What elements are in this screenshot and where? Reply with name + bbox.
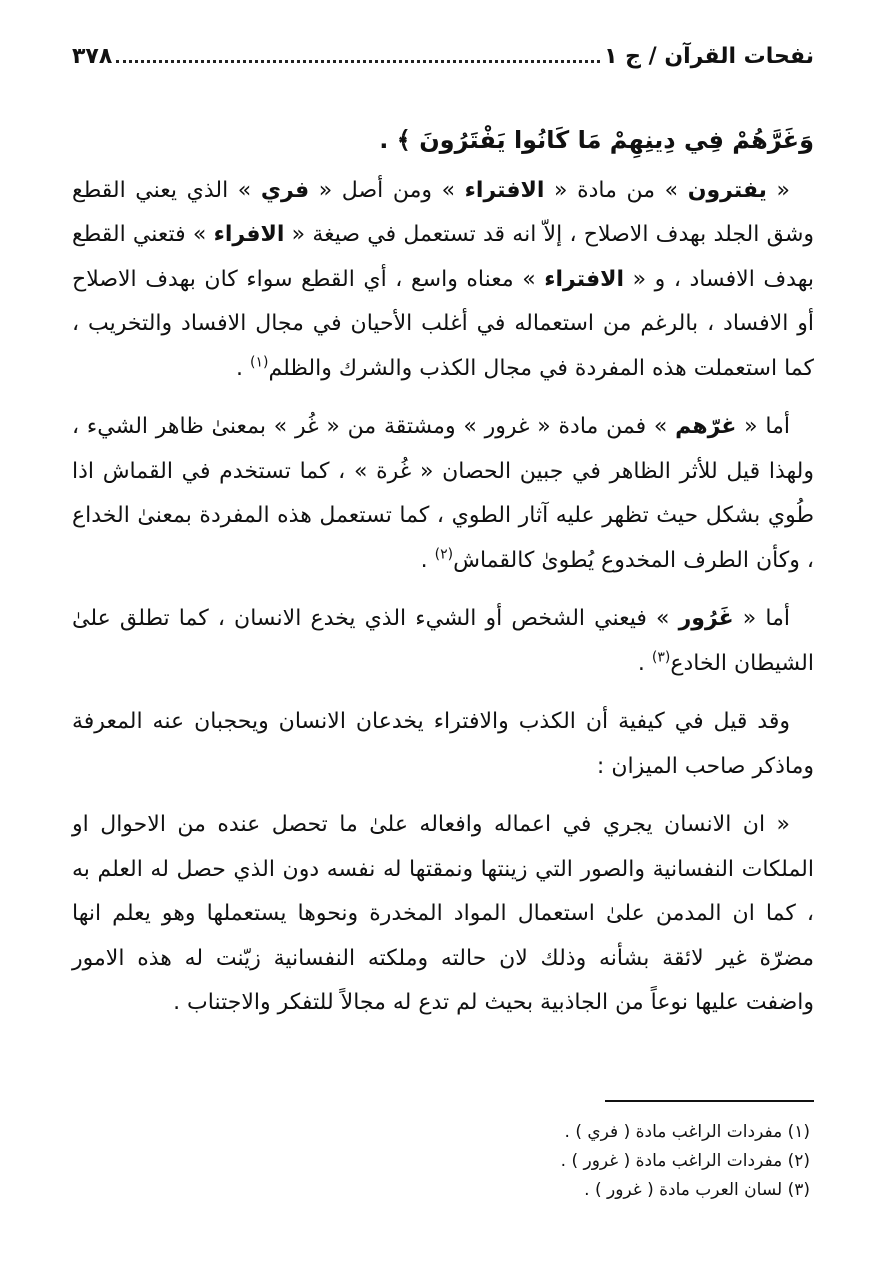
page-number: ٣٧٨ bbox=[72, 43, 113, 69]
footnote-3: (٣) لسان العرب مادة ( غرور ) . bbox=[584, 1180, 810, 1200]
page-body bbox=[72, 118, 814, 1040]
paragraph-5-quote: « ان الانسان يجري في اعماله وافعاله علىٰ ما تحصل عنده من الاحوال او الملكات النفسانية والصور التي زينتها ونمقتها له نفسه دون الذي حصل له العلم به ، كما ان المدمن علىٰ استعمال المواد المخدرة ونحوها يستعملها وهو يعلم انها مضرّة غير لائقة بشأنه وذلك لان حالته وملكته النفسانية زيّنت له هذه الامور واضفت عليها نوعاً من الجاذبية بحيث لم تدع له مجالاً للتفكر والاجتناب . bbox=[72, 812, 814, 1015]
paragraph-2: أما « غرّهم » فمن مادة « غرور » ومشتقة من « غُر » بمعنىٰ ظاهر الشيء ، ولهذا قيل للأثر الظاهر في جبين الحصان « غُرة » ، كما تستخدم في القماش اذا طُوي بشكل حيث تظهر عليه آثار الطوي ، كما تستعمل هذه المفردة بمعنىٰ الخداع ، وكأن الطرف المخدوع يُطوىٰ كالقماش$^{(٢)}$ . bbox=[72, 414, 814, 573]
paragraph-4: وقد قيل في كيفية أن الكذب والافتراء يخدعان الانسان ويحجبان عنه المعرفة وماذكر صاحب الميزان : bbox=[72, 709, 814, 779]
term-yaftarun: يفترون bbox=[687, 177, 767, 203]
footnote-ref-2[interactable]: (٢) bbox=[434, 546, 454, 563]
footnote-ref-3[interactable]: (٣) bbox=[651, 649, 671, 666]
term-gharrahum: غرّهم bbox=[675, 414, 737, 439]
term-iftira: الافتراء bbox=[464, 177, 545, 203]
footnote-divider bbox=[605, 1100, 814, 1102]
paragraph-1: « يفترون » من مادة « الافتراء » ومن أصل « فري » الذي يعني القطع وشق الجلد بهدف الاصلاح ، إلاّ انه قد تستعمل في صيغة « الافراء » فتعني القطع بهدف الافساد ، و « الافتراء » معناه واسع ، أي القطع سواء كان بهدف الاصلاح أو الافساد ، بالرغم من استعماله في أغلب الأحيان في مجال الافساد والتخريب ، كما استعملت هذه المفردة في مجال الكذب والشرك والظلم$^{(١)}$ . bbox=[72, 177, 815, 381]
page-header bbox=[72, 36, 814, 76]
footnote-ref-1[interactable]: (١) bbox=[249, 354, 269, 371]
term-gharur: غَرُور bbox=[678, 606, 734, 631]
quran-verse: وَغَرَّهُمْ فِي دِينِهِمْ مَا كَانُوا يَفْتَرُونَ ﴾ . bbox=[379, 126, 814, 154]
footnotes bbox=[72, 1118, 814, 1205]
book-title: نفحات القرآن / ج ١ bbox=[604, 43, 814, 69]
footnote-2: (٢) مفردات الراغب مادة ( غرور ) . bbox=[560, 1151, 810, 1171]
term-fari: فري bbox=[260, 177, 310, 203]
footnote-1: (١) مفردات الراغب مادة ( فري ) . bbox=[564, 1122, 810, 1142]
paragraph-3: أما « غَرُور » فيعني الشخص أو الشيء الذي يخدع الانسان ، كما تطلق علىٰ الشيطان الخادع$^{(٣)}$ . bbox=[72, 606, 814, 676]
header-dotted-leader bbox=[116, 60, 600, 63]
term-ifra: الافراء bbox=[213, 222, 285, 247]
term-iftira-2: الافتراء bbox=[544, 266, 625, 292]
